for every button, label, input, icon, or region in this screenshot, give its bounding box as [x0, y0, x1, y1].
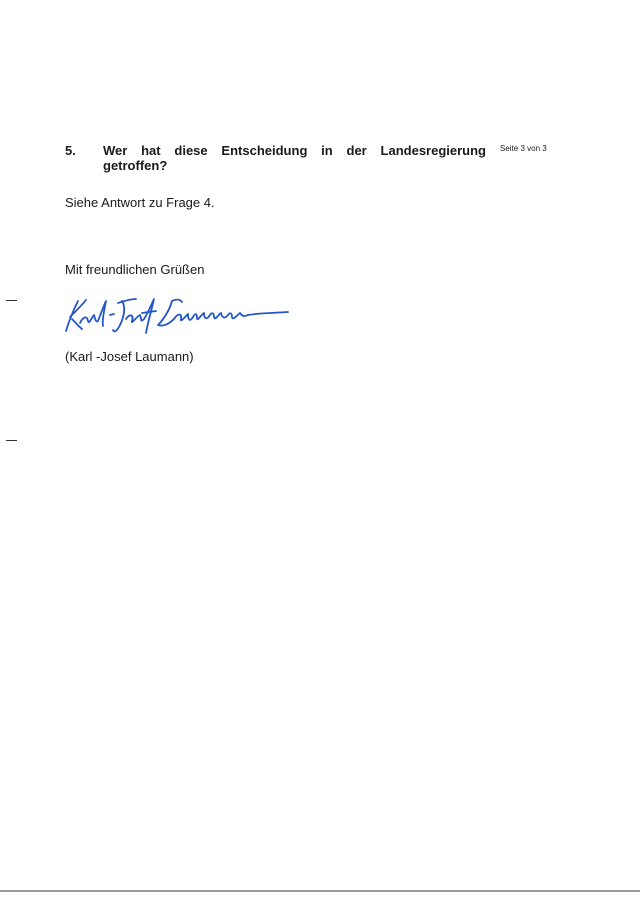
page-bottom-edge	[0, 890, 640, 892]
signer-name: (Karl -Josef Laumann)	[65, 349, 194, 364]
closing-phrase: Mit freundlichen Grüßen	[65, 262, 205, 277]
answer-text: Siehe Antwort zu Frage 4.	[65, 195, 215, 210]
question-number: 5.	[65, 143, 76, 158]
page-number: Seite 3 von 3	[500, 144, 547, 153]
handwritten-signature	[60, 293, 295, 338]
question-text: Wer hat diese Entscheidung in der Landesregierung getroffen?	[103, 143, 486, 173]
fold-mark	[6, 300, 17, 301]
punch-mark	[6, 440, 17, 441]
